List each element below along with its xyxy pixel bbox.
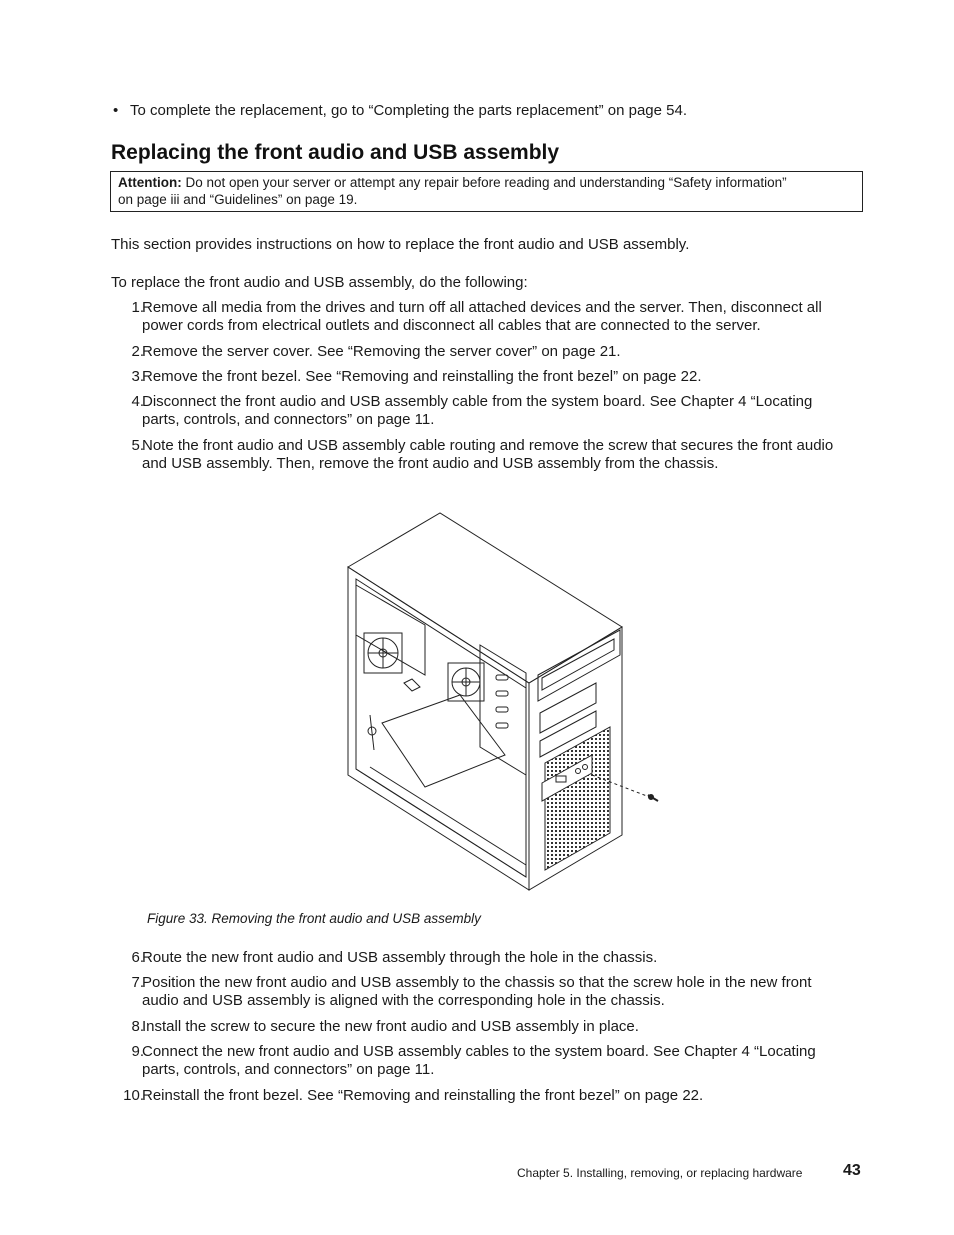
step-text-line: Remove the front bezel. See “Removing and reinstalling the front bezel” on page 22. (142, 368, 702, 385)
chassis-top (348, 513, 622, 683)
step-text-line: Connect the new front audio and USB assembly cables to the system board. See Chapter 4 “Locating (142, 1043, 816, 1060)
bullet-text: To complete the replacement, go to “Completing the parts replacement” on page 54. (130, 102, 687, 119)
step-number: 1. (131, 299, 144, 316)
step-number: 7. (131, 974, 144, 991)
front-mesh (545, 727, 610, 870)
step-text-line: Position the new front audio and USB assembly to the chassis so that the screw hole in the new front (142, 974, 812, 991)
step-text-line: Route the new front audio and USB assembly through the hole in the chassis. (142, 949, 658, 966)
attention-notice (110, 171, 863, 212)
power-supply (356, 585, 425, 675)
chassis-floor-inner-edge (370, 767, 526, 865)
step-text-line: and USB assembly. Then, remove the front audio and USB assembly from the chassis. (142, 455, 719, 472)
step-number: 8. (131, 1018, 144, 1035)
step-text-line: power cords from electrical outlets and disconnect all cables that are connected to the server. (142, 317, 761, 334)
attention-text-line2: on page iii and “Guidelines” on page 19. (118, 191, 358, 207)
figure-caption: Figure 33. Removing the front audio and USB assembly (147, 911, 481, 926)
step-text-line: Install the screw to secure the new front audio and USB assembly in place. (142, 1018, 639, 1035)
cable-retainer (370, 715, 374, 750)
step-text-line: Remove the server cover. See “Removing the server cover” on page 21. (142, 343, 621, 360)
step-number: 9. (131, 1043, 144, 1060)
optical-drive (538, 630, 620, 701)
step-number: 5. (131, 437, 144, 454)
step-number: 3. (131, 368, 144, 385)
cage-slot (496, 723, 508, 728)
fan-icon (448, 663, 484, 701)
step-number: 10. (123, 1087, 144, 1104)
chassis-illustration (330, 505, 670, 895)
attention-label: Attention: (118, 175, 182, 190)
lead-paragraph: To replace the front audio and USB assembly, do the following: (111, 274, 528, 291)
screw-icon (648, 795, 658, 802)
step-text-line: parts, controls, and connectors” on page 11. (142, 1061, 435, 1078)
intro-paragraph: This section provides instructions on how to replace the front audio and USB assembly. (111, 236, 690, 253)
footer-chapter: Chapter 5. Installing, removing, or replacing hardware (517, 1166, 803, 1180)
step-number: 6. (131, 949, 144, 966)
step-text-line: Remove all media from the drives and turn off all attached devices and the server. Then, disconnect all (142, 299, 822, 316)
step-text-line: Disconnect the front audio and USB assembly cable from the system board. See Chapter 4 “Locating (142, 393, 813, 410)
cage-slot (496, 691, 508, 696)
attention-text-line1: Do not open your server or attempt any repair before reading and understanding “Safety information” (185, 175, 787, 190)
cage-slot (496, 707, 508, 712)
step-text-line: audio and USB assembly is aligned with the corresponding hole in the chassis. (142, 992, 665, 1009)
step-text-line: Reinstall the front bezel. See “Removing and reinstalling the front bezel” on page 22. (142, 1087, 704, 1104)
step-text-line: Note the front audio and USB assembly cable routing and remove the screw that secures the front audio (142, 437, 834, 454)
system-board (382, 695, 505, 787)
fan-icon (364, 633, 402, 673)
chassis-floor-edge (356, 769, 526, 877)
page-number: 43 (843, 1162, 861, 1179)
step-number: 4. (131, 393, 144, 410)
step-number: 2. (131, 343, 144, 360)
bullet-marker: • (113, 102, 119, 119)
mount-clip (404, 679, 420, 691)
step-text-line: parts, controls, and connectors” on page 11. (142, 411, 435, 428)
section-title: Replacing the front audio and USB assembly (111, 141, 560, 164)
